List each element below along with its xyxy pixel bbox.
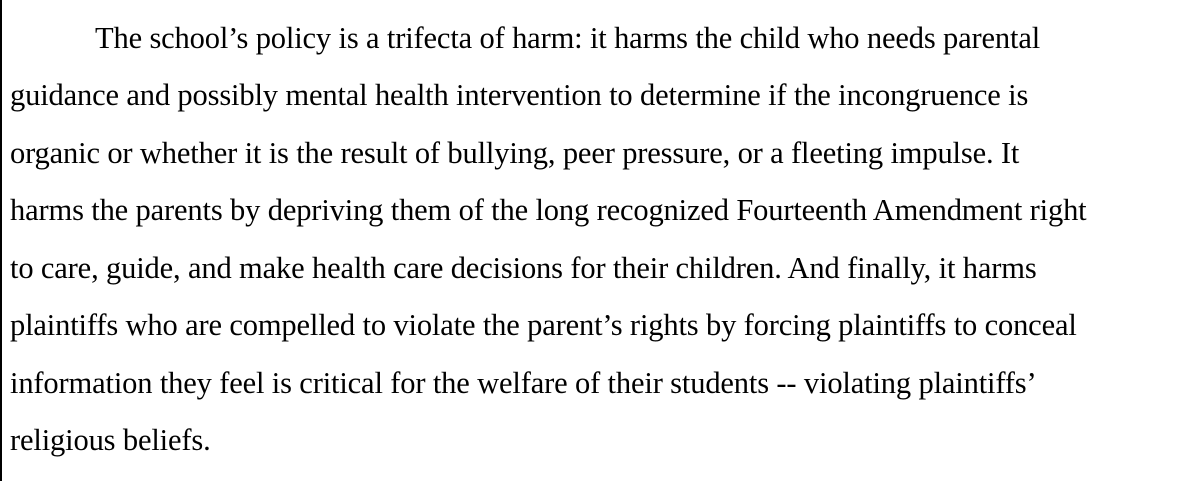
paragraph-line-5: to care, guide, and make health care decisions for their children. And finally, it harms: [10, 250, 1037, 285]
paragraph-line-4: harms the parents by depriving them of the long recognized Fourteenth Amendment right: [10, 193, 1087, 227]
paragraph-line-7: information they feel is critical for the welfare of their students -- violating plaintiffs’: [10, 365, 1037, 400]
body-paragraph: [10, 0, 1200, 470]
paragraph-line-8: religious beliefs.: [10, 423, 211, 457]
paragraph-line-2: guidance and possibly mental health intervention to determine if the incongruence is: [10, 78, 1029, 112]
paragraph-line-1: The school’s policy is a trifecta of harm: it harms the child who needs parental: [95, 21, 1041, 55]
left-margin-line: [0, 0, 2, 481]
paragraph-line-6: plaintiffs who are compelled to violate the parent’s rights by forcing plaintiffs to conceal: [10, 308, 1077, 342]
paragraph-line-3: organic or whether it is the result of bullying, peer pressure, or a fleeting impulse. It: [10, 135, 1020, 170]
